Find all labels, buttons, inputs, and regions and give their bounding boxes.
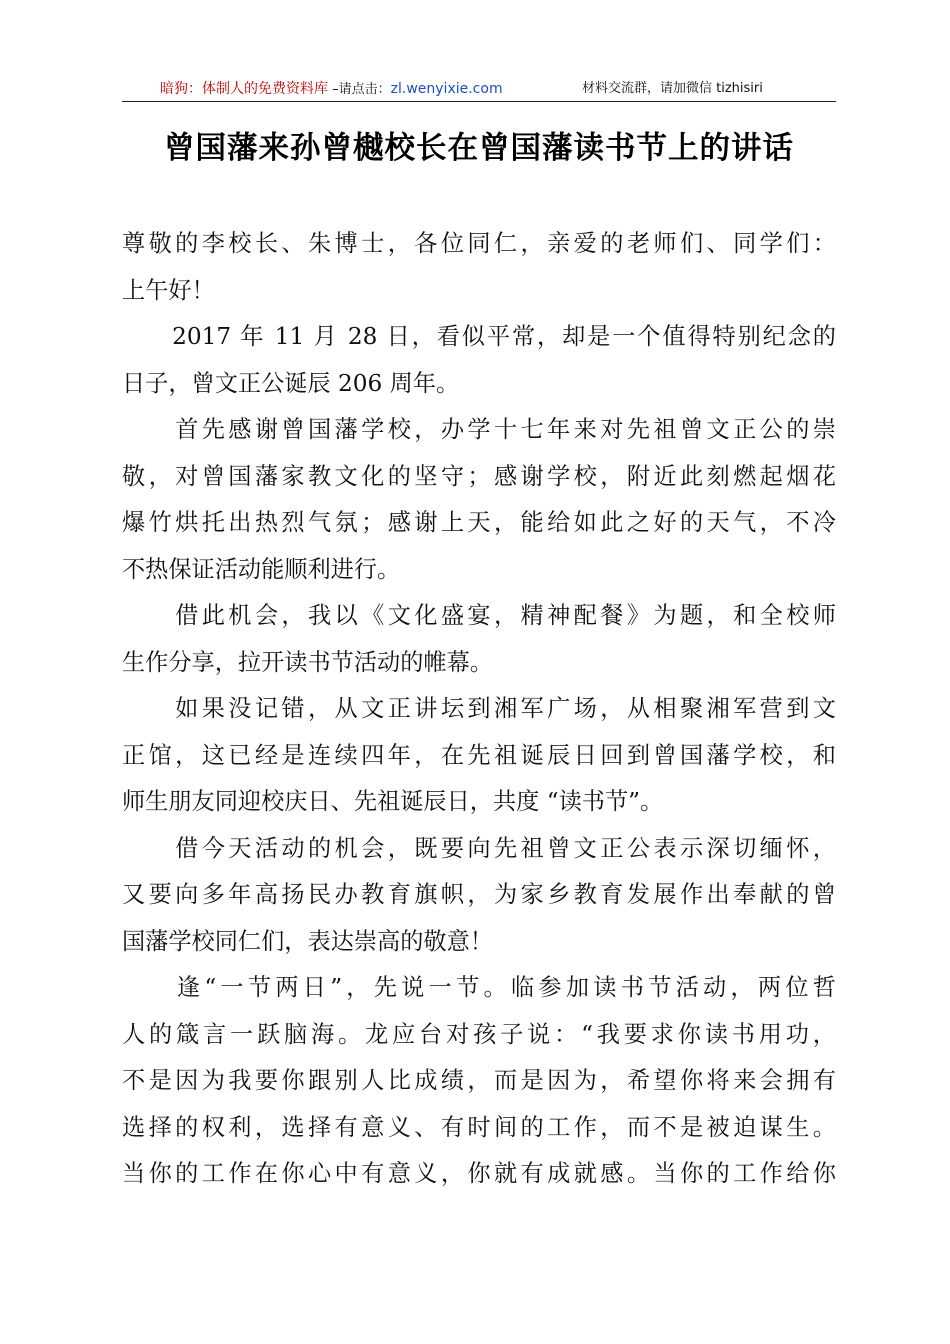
body-line: 选择的权利，选择有意义、有时间的工作，而不是被迫谋生。 [122, 1113, 836, 1141]
body-line: 借此机会，我以《文化盛宴，精神配餐》为题，和全校师 [122, 602, 836, 629]
body-line: 不是因为我要你跟别人比成绩，而是因为，希望你将来会拥有 [122, 1067, 836, 1094]
header-click-prompt: –请点击： [328, 82, 391, 97]
body-line: 生作分享，拉开读书节活动的帷幕。 [122, 648, 493, 676]
body-line: 国藩学校同仁们，表达崇高的敬意！ [122, 927, 493, 955]
header-wechat-note: 材料交流群，请加微信 tizhisiri [582, 81, 763, 96]
body-line: 首先感谢曾国藩学校，办学十七年来对先祖曾文正公的崇 [122, 416, 836, 443]
body-line: 上午好！ [122, 276, 215, 304]
body-line: 如果没记错，从文正讲坛到湘军广场，从相聚湘军营到文 [122, 695, 836, 722]
body-line: 逢“一节两日”，先说一节。临参加读书节活动，两位哲 [122, 974, 836, 1001]
body-line: 人的箴言一跃脑海。龙应台对孩子说：“我要求你读书用功， [122, 1020, 836, 1048]
body-line: 日子，曾文正公诞辰 206 周年。 [122, 369, 460, 397]
page-header [122, 78, 834, 100]
body-line: 正馆，这已经是连续四年，在先祖诞辰日回到曾国藩学校，和 [122, 741, 836, 769]
header-divider [122, 101, 836, 102]
body-line: 又要向多年高扬民办教育旗帜，为家乡教育发展作出奉献的曾 [122, 881, 836, 908]
body-line: 2017 年 11 月 28 日，看似平常，却是一个值得特别纪念的 [122, 323, 836, 350]
document-title: 曾国藩来孙曾樾校长在曾国藩读书节上的讲话 [164, 130, 794, 166]
body-line: 借今天活动的机会，既要向先祖曾文正公表示深切缅怀， [122, 834, 836, 862]
body-line: 不热保证活动能顺利进行。 [122, 555, 401, 583]
body-line: 爆竹烘托出热烈气氛；感谢上天，能给如此之好的天气，不冷 [122, 509, 836, 536]
header-banner [160, 78, 503, 101]
document-body [122, 221, 836, 1198]
body-line: 师生朋友同迎校庆日、先祖诞辰日，共度 “读书节”。 [122, 788, 664, 815]
body-line: 尊敬的李校长、朱博士，各位同仁，亲爱的老师们、同学们： [122, 230, 836, 257]
body-line: 当你的工作在你心中有意义，你就有成就感。当你的工作给你 [122, 1160, 836, 1187]
body-line: 敬，对曾国藩家教文化的坚守；感谢学校，附近此刻燃起烟花 [122, 462, 836, 490]
header-site-name: 暗狗：体制人的免费资料库 [160, 81, 328, 97]
header-site-link[interactable]: zl.wenyixie.com [390, 81, 503, 97]
